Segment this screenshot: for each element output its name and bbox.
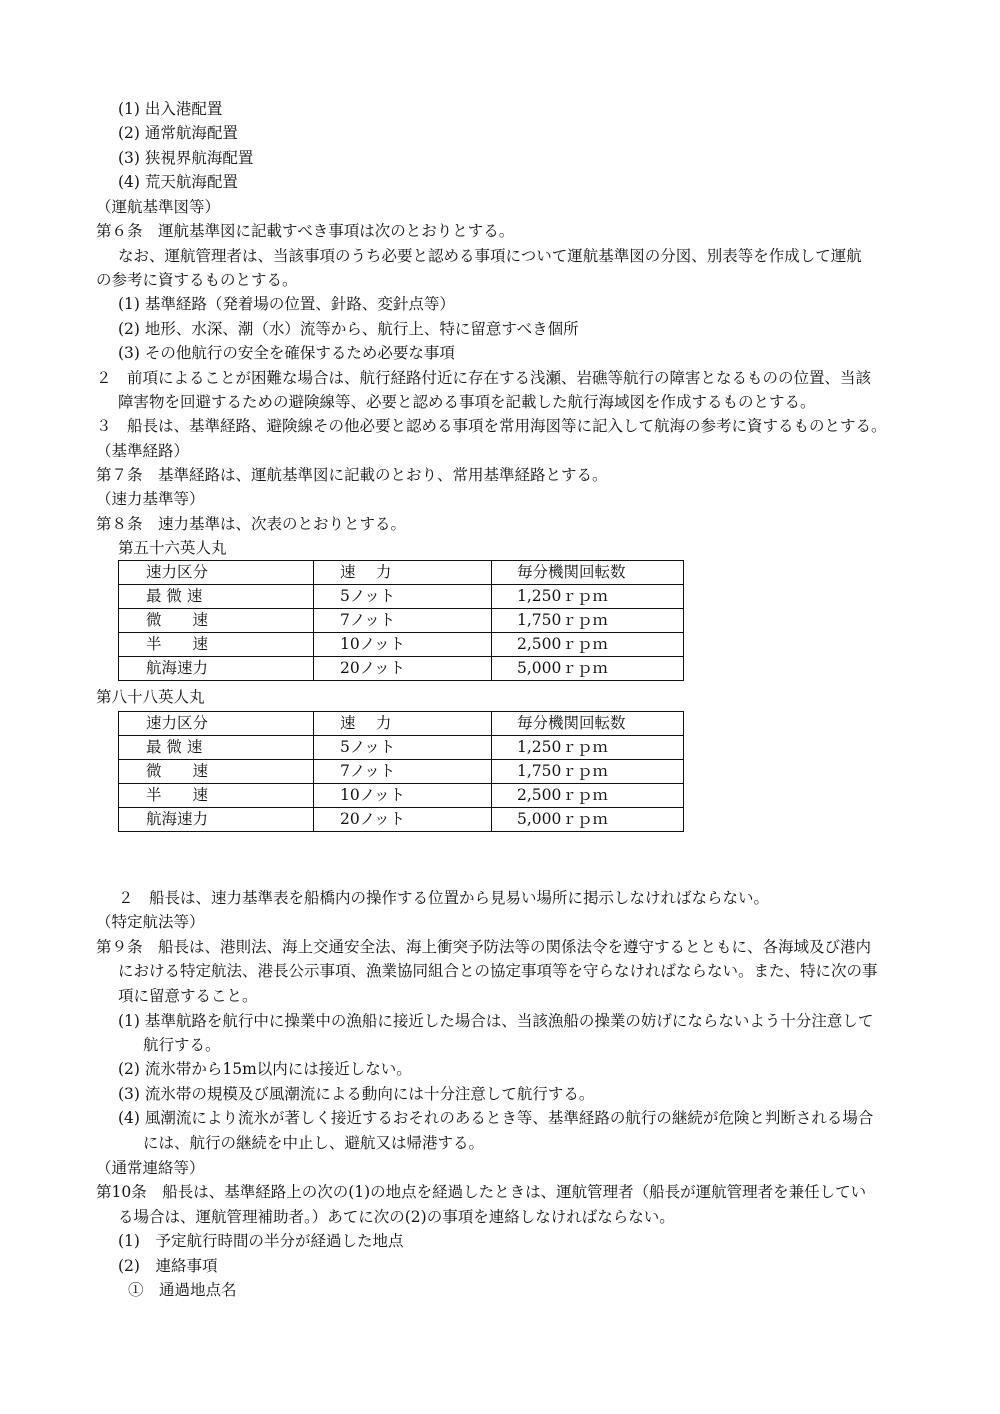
art10-item1: (1) 予定航行時間の半分が経過した地点 bbox=[118, 1232, 404, 1250]
speed-class-cell: 微 速 bbox=[119, 609, 314, 633]
art6-item-2: (2) 地形、水深、潮（水）流等から、航行上、特に留意すべき個所 bbox=[118, 320, 579, 338]
art6-p3: ３ 船長は、基準経路、避険線その他必要と認める事項を常用海図等に記入して航海の参考に資するものとする。 bbox=[96, 417, 887, 435]
art8-heading: （速力基準等） bbox=[96, 490, 205, 508]
table-row bbox=[119, 784, 684, 808]
art9-item2: (2) 流氷帯から15m以内には接近しない。 bbox=[118, 1060, 412, 1078]
art9-heading: （特定航法等） bbox=[96, 913, 205, 931]
art6-heading: （運航基準図等） bbox=[96, 198, 221, 216]
speed-cell: 7ノット bbox=[314, 609, 492, 633]
art9-item3: (3) 流氷帯の規模及び風潮流による動向には十分注意して航行する。 bbox=[118, 1085, 595, 1103]
rpm-cell: 2,500ｒｐｍ bbox=[492, 633, 684, 657]
art8-line1: 第８条 速力基準は、次表のとおりとする。 bbox=[96, 515, 407, 533]
art10-line2: る場合は、運航管理補助者。）あてに次の(2)の事項を連絡しなければならない。 bbox=[118, 1208, 675, 1226]
speed-class-cell: 半 速 bbox=[119, 633, 314, 657]
header-rpm: 毎分機関回転数 bbox=[492, 712, 684, 736]
rpm-cell: 1,250ｒｐｍ bbox=[492, 736, 684, 760]
speed-cell: 20ノット bbox=[314, 657, 492, 681]
table-header-row bbox=[119, 712, 684, 736]
table-row bbox=[119, 736, 684, 760]
header-speed-class: 速力区分 bbox=[119, 561, 314, 585]
rpm-cell: 2,500ｒｐｍ bbox=[492, 784, 684, 808]
ship-name-56: 第五十六英人丸 bbox=[118, 539, 227, 557]
speed-class-cell: 航海速力 bbox=[119, 657, 314, 681]
table-row bbox=[119, 633, 684, 657]
speed-class-cell: 微 速 bbox=[119, 760, 314, 784]
art9-item4-line1: (4) 風潮流により流氷が著しく接近するおそれのあるとき等、基準経路の航行の継続が危険と判断される場合 bbox=[118, 1109, 874, 1127]
speed-cell: 20ノット bbox=[314, 808, 492, 832]
speed-class-cell: 半 速 bbox=[119, 784, 314, 808]
speed-cell: 7ノット bbox=[314, 760, 492, 784]
art7-line1: 第７条 基準経路は、運航基準図に記載のとおり、常用基準経路とする。 bbox=[96, 466, 608, 484]
header-speed: 速 力 bbox=[314, 561, 492, 585]
config-item-1: (1) 出入港配置 bbox=[118, 100, 223, 118]
art9-line2: における特定航法、港長公示事項、漁業協同組合との協定事項等を守らなければならない。また、特に次の事 bbox=[118, 962, 878, 980]
art10-sub1: ① 通過地点名 bbox=[128, 1281, 237, 1299]
table-header-row bbox=[119, 561, 684, 585]
rpm-cell: 1,750ｒｐｍ bbox=[492, 609, 684, 633]
art10-line1: 第10条 船長は、基準経路上の次の(1)の地点を経過したときは、運航管理者（船長が運航管理者を兼任してい bbox=[96, 1183, 867, 1201]
rpm-cell: 1,250ｒｐｍ bbox=[492, 585, 684, 609]
art6-line3: の参考に資するものとする。 bbox=[96, 271, 298, 289]
art8-p2: ２ 船長は、速力基準表を船橋内の操作する位置から見易い場所に掲示しなければならない。 bbox=[118, 889, 770, 907]
speed-class-cell: 最 微 速 bbox=[119, 585, 314, 609]
ship-name-88: 第八十八英人丸 bbox=[96, 688, 205, 706]
rpm-cell: 5,000ｒｐｍ bbox=[492, 808, 684, 832]
table-row bbox=[119, 808, 684, 832]
speed-cell: 5ノット bbox=[314, 736, 492, 760]
speed-cell: 10ノット bbox=[314, 633, 492, 657]
art9-item1-line2: 航行する。 bbox=[143, 1036, 221, 1054]
art10-item2: (2) 連絡事項 bbox=[118, 1257, 218, 1275]
speed-cell: 5ノット bbox=[314, 585, 492, 609]
speed-table-88 bbox=[118, 711, 684, 832]
art6-p2-line1: ２ 前項によることが困難な場合は、航行経路付近に存在する浅瀬、岩礁等航行の障害となるものの位置、当該 bbox=[96, 369, 872, 387]
speed-class-cell: 最 微 速 bbox=[119, 736, 314, 760]
speed-class-cell: 航海速力 bbox=[119, 808, 314, 832]
config-item-2: (2) 通常航海配置 bbox=[118, 124, 238, 142]
header-rpm: 毎分機関回転数 bbox=[492, 561, 684, 585]
art7-heading: （基準経路） bbox=[96, 442, 190, 460]
table-row bbox=[119, 609, 684, 633]
art6-line2: なお、運航管理者は、当該事項のうち必要と認める事項について運航基準図の分図、別表等を作成して運航 bbox=[118, 247, 862, 265]
table-row bbox=[119, 657, 684, 681]
table-row bbox=[119, 760, 684, 784]
rpm-cell: 5,000ｒｐｍ bbox=[492, 657, 684, 681]
art9-line3: 項に留意すること。 bbox=[118, 987, 258, 1005]
art6-p2-line2: 障害物を回避するための避険線等、必要と認める事項を記載した航行海域図を作成するものとする。 bbox=[118, 393, 816, 411]
table-row bbox=[119, 585, 684, 609]
art6-line1: 第６条 運航基準図に記載すべき事項は次のとおりとする。 bbox=[96, 222, 515, 240]
config-item-3: (3) 狭視界航海配置 bbox=[118, 149, 254, 167]
art6-item-3: (3) その他航行の安全を確保するため必要な事項 bbox=[118, 344, 455, 362]
speed-cell: 10ノット bbox=[314, 784, 492, 808]
speed-table-56 bbox=[118, 560, 684, 681]
header-speed: 速 力 bbox=[314, 712, 492, 736]
art10-heading: （通常連絡等） bbox=[96, 1159, 205, 1177]
art6-item-1: (1) 基準経路（発着場の位置、針路、変針点等） bbox=[118, 295, 455, 313]
config-item-4: (4) 荒天航海配置 bbox=[118, 173, 238, 191]
art9-item4-line2: には、航行の継続を中止し、避航又は帰港する。 bbox=[143, 1134, 485, 1152]
art9-line1: 第９条 船長は、港則法、海上交通安全法、海上衝突予防法等の関係法令を遵守するとともに、各海域及び港内 bbox=[96, 938, 872, 956]
art9-item1-line1: (1) 基準航路を航行中に操業中の漁船に接近した場合は、当該漁船の操業の妨げにならないよう十分注意して bbox=[118, 1012, 874, 1030]
header-speed-class: 速力区分 bbox=[119, 712, 314, 736]
rpm-cell: 1,750ｒｐｍ bbox=[492, 760, 684, 784]
